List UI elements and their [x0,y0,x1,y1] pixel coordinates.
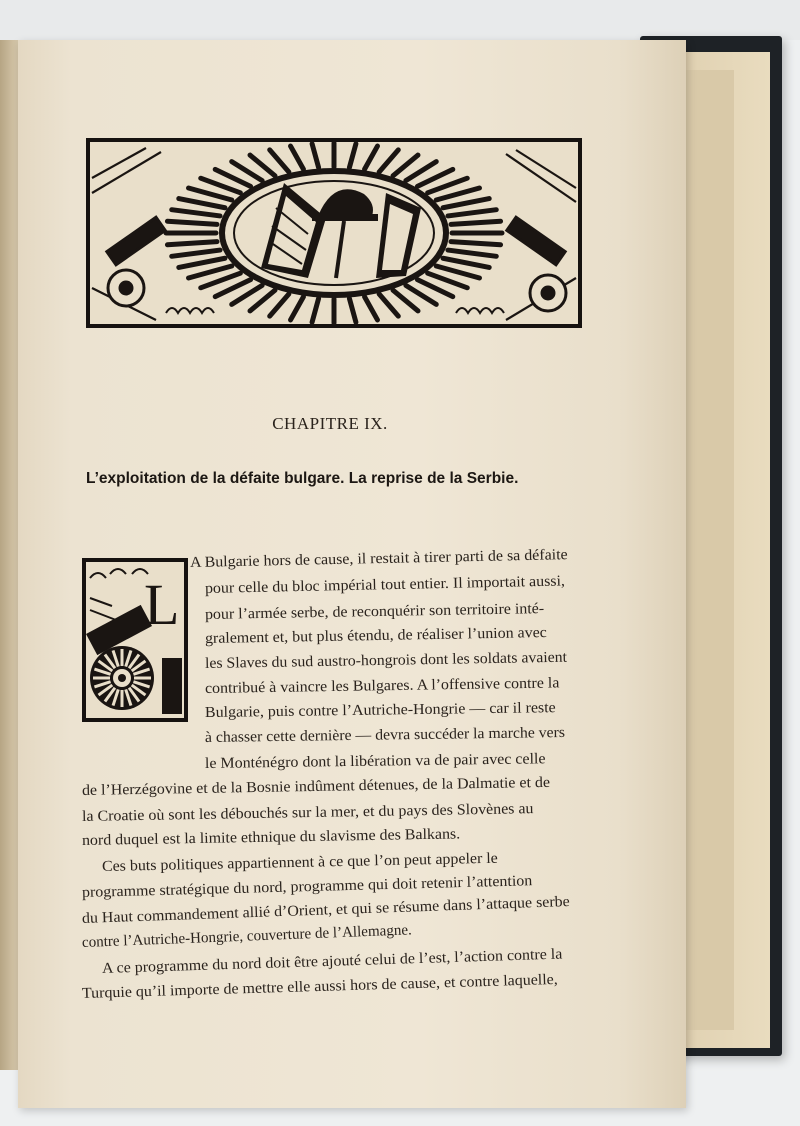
body-text-line: gralement et, but plus étendu, de réaliser l’union avec [204,624,547,647]
body-text-line: Ces buts politiques appartiennent à ce que l’on peut appeler le [101,849,498,875]
woodcut-banner-icon [86,138,582,328]
body-text-line: Turquie qu’il importe de mettre elle aussi hors de cause, et contre laquelle, [81,970,558,1002]
body-text-line: pour celle du bloc impérial tout entier. Il importait aussi, [204,572,566,597]
body-text-line: la Croatie où sont les débouchés sur la mer, et du pays des Slovènes au [81,800,534,825]
body-text-line: à chasser cette dernière — devra succéder la marche vers [204,723,566,746]
ornate-initial-icon [82,558,188,722]
body-text-line: contre l’Autriche-Hongrie, couverture de l’Allemagne. [81,921,413,951]
body-text-line: nord duquel est la limite ethnique du slavisme des Balkans. [81,825,461,849]
body-text-line: A ce programme du nord doit être ajouté celui de l’est, l’action contre la [101,945,563,977]
chapter-subtitle: L’exploitation de la défaite bulgare. La reprise de la Serbie. [86,470,519,487]
body-text-line: contribué à vaincre les Bulgares. A l’offensive contre la [204,674,560,697]
body-text-line: programme stratégique du nord, programme qui doit retenir l’attention [81,872,533,901]
body-text-line: le Monténégro dont la libération va de pair avec celle [204,750,546,772]
body-text-line: de l’Herzégovine et de la Bosnie indûment détenues, de la Dalmatie et de [81,773,551,799]
body-text-line: pour l’armée serbe, de reconquérir son territoire inté- [204,600,545,623]
chapter-number: CHAPITRE IX. [272,414,388,433]
body-text-line: du Haut commandement allié d’Orient, et qui se résume dans l’attaque serbe [81,892,570,927]
body-text-line: Bulgarie, puis contre l’Autriche-Hongrie — car il reste [204,699,556,721]
backdrop [0,0,800,40]
dropcap-letter: L [144,572,180,637]
body-text-line: A Bulgarie hors de cause, il restait à tirer parti de sa défaite [189,546,568,571]
body-text-line: les Slaves du sud austro-hongrois dont les soldats avaient [204,648,568,672]
